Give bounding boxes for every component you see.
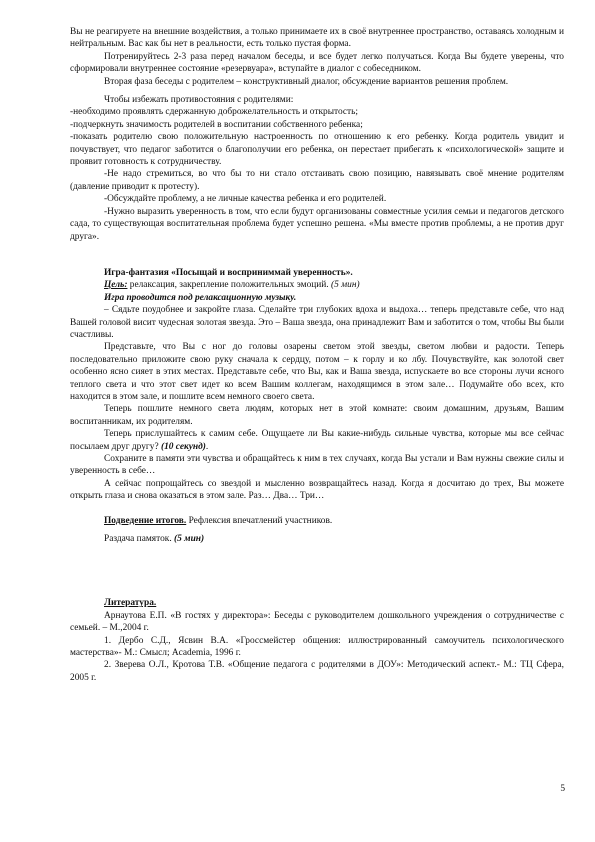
g4-end: . [205,441,209,452]
goal-text: релаксация, закрепление положительных эмоций. [127,280,331,291]
list-item: -необходимо проявлять сдержанную доброжелательность и открытость; [70,107,359,118]
game-paragraph: – Сядьте поудобнее и закройте глаза. Сделайте три глубоких вдоха и выдоха… теперь представьте себе, что над Вашей головой висит чудесная золотая звезда. Это – Ваша звезда, она принадлежит Вам и заботится о том, чтобы Вы были счастливы. [70,305,564,340]
memo-time: (5 мин) [174,534,205,545]
goal-time: (5 мин) [331,280,360,291]
memo-text: Раздача памяток. [104,534,175,545]
summary-text: Рефлексия впечатлений участников. [186,515,333,526]
goal-label: Цель: [104,280,128,291]
game-paragraph [70,428,564,453]
paragraph: Вторая фаза беседы с родителем – конструктивный диалог, обсуждение вариантов решения проблем. [104,76,509,87]
game-goal [70,279,564,291]
list-item: -Не надо стремиться, во что бы то ни стало отстаивать свою позицию, навязывать своё мнение родителям (давление приводит к протесту). [70,169,564,192]
music-note: Игра проводится под релаксационную музыку. [104,292,297,303]
summary-line [70,515,564,527]
game-paragraph: Представьте, что Вы с ног до головы озарены светом этой звезды, светом любви и радости. Теперь последовательно приложите свою руку сначала к сердцу, потом – к горлу и ко лбу. Почувствуйте, как золотой свет особенно ясно сияет в этих местах. Представьте себе, что Вы, как и Ваша звезда, испускаете во все стороны лучи ясного теплого света и что этот свет идет ко всем Вашим коллегам, находящимся в этом зале… Подумайте обо всех, кто находится в этом зале, и пошлите всем немного своего света. [70,342,564,402]
game-paragraph: Сохраните в памяти эти чувства и обращайтесь к ним в тех случаях, когда Вы устали и Вам нужны свежие силы и уверенность в себе… [70,454,564,477]
paragraph: Потренируйтесь 2-3 раза перед началом беседы, и все будет легко получаться. Когда Вы будете уверены, что сформировали внутреннее состояние «резервуара», вступайте в диалог с собеседником. [70,51,564,75]
literature-heading: Литература. [104,598,157,609]
g4-time: (10 секунд) [160,441,206,452]
list-item: -Нужно выразить уверенность в том, что если будут организованы совместные усилия семьи и педагогов детского сада, то существующая воспитательная проблема будет успешно решена. «Мы вместе против проблемы, а не против друг друга». [70,206,564,242]
reference-item: Арнаутова Е.П. «В гостях у директора»: Беседы с руководителем дошкольного учреждения о сотрудничестве с семьей. – М.,2004 г. [70,610,564,634]
reference-item: 1. Дербо С.Д., Ясвин В.А. «Гроссмейстер общения: иллюстрированный самоучитель психологического мастерства»- М.: Смысл; Academia, 1996 г. [70,635,564,659]
paragraph: Чтобы избежать противостояния с родителями: [104,95,294,106]
game-paragraph: Теперь пошлите немного света людям, которых нет в этой комнате: своим домашним, друзьям, Вашим воспитанникам, их родителям. [70,404,564,427]
game-paragraph: А сейчас попрощайтесь со звездой и мысленно возвращайтесь назад. Когда я досчитаю до трех, Вы можете открыть глаза и снова оказаться в этом зале. Раз… Два… Три… [70,478,564,502]
memo-line [70,533,564,545]
list-item: -показать родителю свою положительную настроенность по отношению к его ребенку. Когда родитель увидит и почувствует, что педагог заботится о благополучии его ребенка, он перестает прибегать к «психологической» защите и проявит готовность к сотрудничеству. [70,132,564,168]
g4-text: Теперь прислушайтесь к самим себе. Ощущаете ли Вы какие-нибудь сильные чувства, которые мы все сейчас посылаем друг другу? [70,429,564,452]
game-title: Игра-фантазия «Посыщай и восприниммай уверенность». [104,267,353,278]
paragraph: Вы не реагируете на внешние воздействия, а только принимаете их в своё внутреннее пространство, оставаясь холодным и нейтральным. Вас как бы нет в реальности, есть только пустая форма. [70,27,564,50]
list-item: -подчеркнуть значимость родителей в воспитании собственного ребенка; [70,119,363,130]
reference-item: 2. Зверева О.Л., Кротова Т.В. «Общение педагога с родителями в ДОУ»: Методический аспект.- М.: ТЦ Сфера, 2005 г. [70,660,564,683]
list-item: -Обсуждайте проблему, а не личные качества ребенка и его родителей. [104,194,387,205]
page-number: 5 [560,784,565,794]
summary-title: Подведение итогов. [104,515,187,526]
page-content [70,26,564,684]
